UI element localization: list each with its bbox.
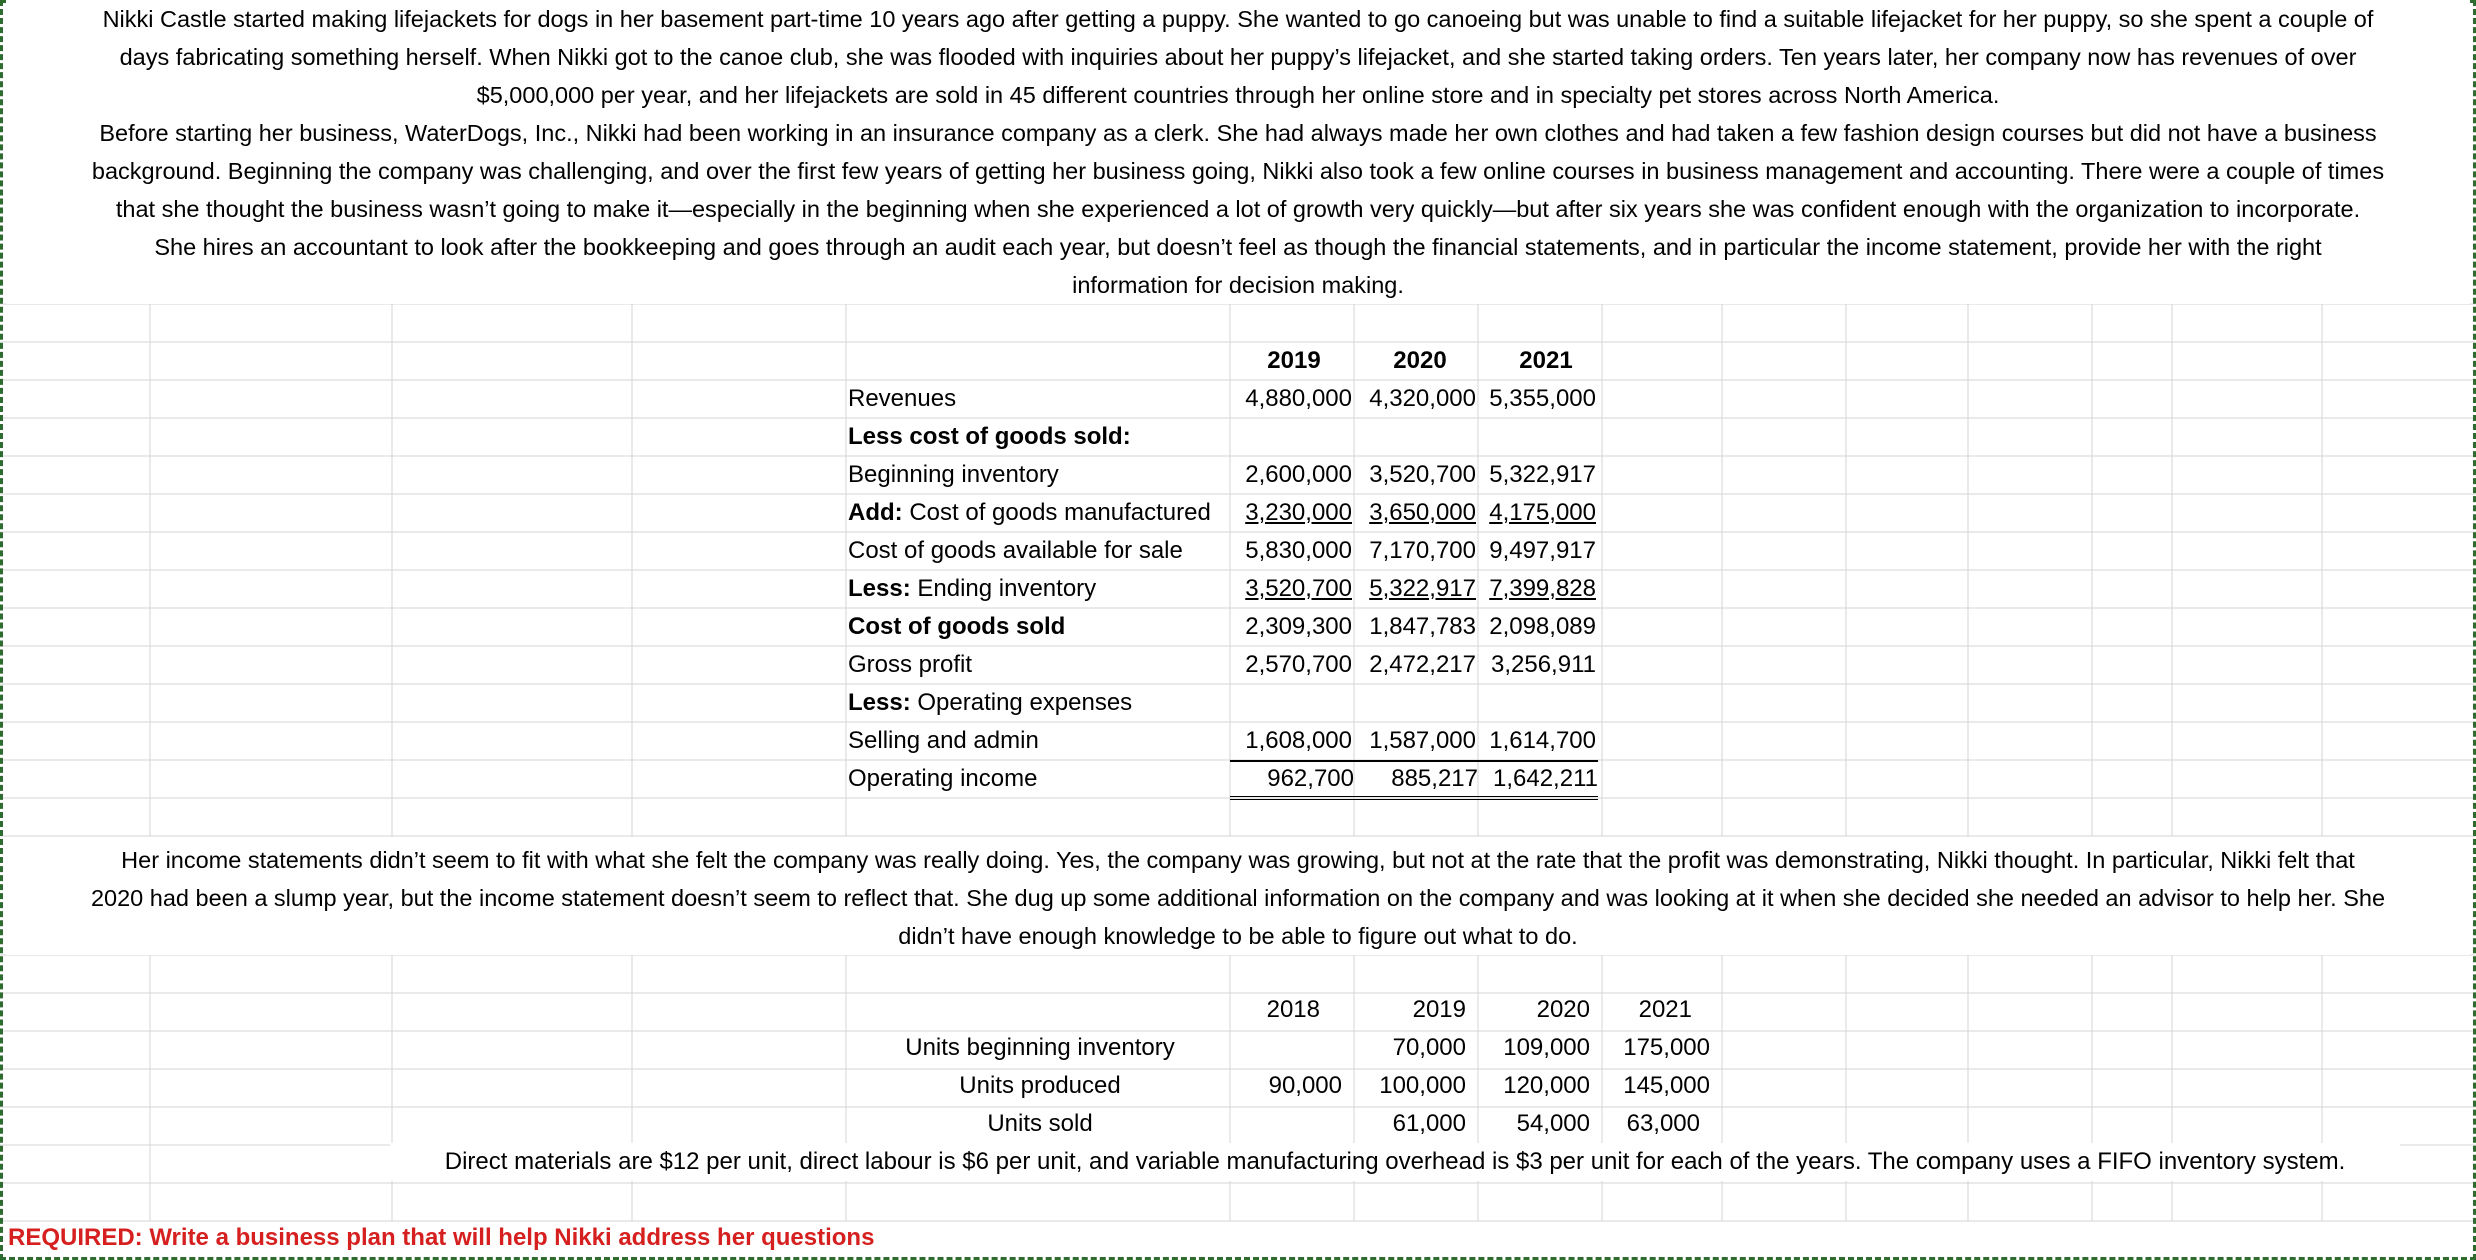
units-value[interactable]: 70,000 [1392, 1034, 1466, 1061]
is-value: 7,399,828 [1489, 575, 1596, 602]
intro-line: $5,000,000 per year, and her lifejackets are sold in 45 different countries through her online store and in specialty pet stores across North America. [6, 76, 2470, 114]
units-value[interactable]: 61,000 [1392, 1110, 1466, 1137]
is-value: 4,175,000 [1489, 499, 1596, 526]
is-row-label[interactable]: Add: Cost of goods manufactured [848, 499, 1211, 526]
is-value[interactable]: 2,098,089 [1489, 613, 1596, 640]
is-row-label[interactable]: Less cost of goods sold: [848, 423, 1131, 450]
intro-line: days fabricating something herself. When Nikki got to the canoe club, she was flooded with inquiries about her puppy’s lifejacket, and she started taking orders. Ten years later, her company now has revenues of over [6, 38, 2470, 76]
units-year-header: 2020 [1536, 996, 1590, 1023]
units-value[interactable]: 63,000 [1626, 1110, 1700, 1137]
units-year-header: 2018 [1266, 996, 1320, 1023]
units-value[interactable]: 120,000 [1503, 1072, 1590, 1099]
units-row-label[interactable]: Units produced [959, 1072, 1121, 1099]
is-row-label[interactable]: Revenues [848, 385, 957, 412]
is-row-label[interactable]: Cost of goods sold [848, 613, 1066, 640]
is-value: 3,650,000 [1369, 499, 1476, 526]
is-value[interactable]: 2,600,000 [1245, 461, 1352, 488]
is-value-cell[interactable] [1480, 570, 1596, 608]
middle-line: 2020 had been a slump year, but the income statement doesn’t seem to reflect that. She dug up some additional information on the company and was looking at it when she decided she needed an advisor to help her. She [6, 879, 2470, 917]
is-row-label[interactable]: Beginning inventory [848, 461, 1059, 488]
is-row-label[interactable]: Cost of goods available for sale [848, 537, 1183, 564]
units-value[interactable]: 109,000 [1503, 1034, 1590, 1061]
is-value[interactable]: 885,217 [1354, 760, 1478, 800]
is-value[interactable]: 1,608,000 [1245, 727, 1352, 754]
is-value[interactable]: 1,587,000 [1369, 727, 1476, 754]
units-row-label[interactable]: Units sold [987, 1110, 1093, 1137]
is-value[interactable]: 962,700 [1230, 760, 1354, 800]
is-value[interactable]: 2,570,700 [1245, 651, 1352, 678]
intro-line: Before starting her business, WaterDogs, Inc., Nikki had been working in an insurance company as a clerk. She had always made her own clothes and had taken a few fashion design courses but did not have a business [6, 114, 2470, 152]
is-value[interactable]: 5,322,917 [1489, 461, 1596, 488]
units-value[interactable]: 54,000 [1516, 1110, 1590, 1137]
is-value[interactable]: 3,256,911 [1491, 651, 1596, 678]
is-value: 3,520,700 [1245, 575, 1352, 602]
is-value[interactable]: 1,847,783 [1369, 613, 1476, 640]
is-value-cell[interactable] [1356, 570, 1476, 608]
is-year-header: 2021 [1519, 347, 1573, 374]
is-year-header: 2019 [1267, 347, 1321, 374]
intro-line: She hires an accountant to look after the bookkeeping and goes through an audit each year, but doesn’t feel as though the financial statements, and in particular the income statement, provide her with the right [6, 228, 2470, 266]
intro-line: background. Beginning the company was challenging, and over the first few years of getting her business going, Nikki also took a few online courses in business management and accounting. There were a couple of times [6, 152, 2470, 190]
is-row-label[interactable]: Gross profit [848, 651, 973, 678]
middle-line: Her income statements didn’t seem to fit with what she felt the company was really doing. Yes, the company was growing, but not at the rate that the profit was demonstrating, Nikki thought. In particular, Nikki felt that [6, 841, 2470, 879]
units-value[interactable]: 100,000 [1379, 1072, 1466, 1099]
is-value[interactable]: 2,309,300 [1245, 613, 1352, 640]
is-value-cell[interactable] [1480, 494, 1596, 532]
units-value[interactable]: 175,000 [1623, 1034, 1710, 1061]
units-value[interactable]: 90,000 [1268, 1072, 1342, 1099]
is-row-label[interactable]: Selling and admin [848, 727, 1039, 754]
is-value-cell[interactable] [1356, 494, 1476, 532]
is-value-cell[interactable] [1232, 494, 1352, 532]
units-year-header: 2021 [1638, 996, 1692, 1023]
units-year-header: 2019 [1412, 996, 1466, 1023]
is-value[interactable]: 5,355,000 [1489, 385, 1596, 412]
middle-line: didn’t have enough knowledge to be able to figure out what to do. [6, 917, 2470, 955]
intro-line: information for decision making. [6, 266, 2470, 304]
intro-line: that she thought the business wasn’t going to make it—especially in the beginning when she experienced a lot of growth very quickly—but after six years she was confident enough with the organization to incorporate. [6, 190, 2470, 228]
is-year-header: 2020 [1393, 347, 1447, 374]
units-row-label[interactable]: Units beginning inventory [905, 1034, 1175, 1061]
units-value[interactable]: 145,000 [1623, 1072, 1710, 1099]
intro-line: Nikki Castle started making lifejackets for dogs in her basement part-time 10 years ago after getting a puppy. She wanted to go canoeing but was unable to find a suitable lifejacket for her puppy, so she spent a couple of [6, 0, 2470, 38]
is-value[interactable]: 2,472,217 [1369, 651, 1476, 678]
is-value[interactable]: 5,830,000 [1245, 537, 1352, 564]
is-row-label[interactable]: Less: Operating expenses [848, 689, 1133, 716]
is-row-label[interactable]: Less: Ending inventory [848, 575, 1097, 602]
is-value[interactable]: 7,170,700 [1369, 537, 1476, 564]
is-value[interactable]: 4,320,000 [1369, 385, 1476, 412]
is-value-cell[interactable] [1232, 570, 1352, 608]
required-instruction: REQUIRED: Write a business plan that will help Nikki address her questions [8, 1224, 875, 1251]
is-value: 3,230,000 [1245, 499, 1352, 526]
is-value[interactable]: 1,614,700 [1489, 727, 1596, 754]
is-value[interactable]: 3,520,700 [1369, 461, 1476, 488]
cost-note: Direct materials are $12 per unit, direct labour is $6 per unit, and variable manufacturing overhead is $3 per unit for each of the years. The company uses a FIFO inventory system. [390, 1143, 2400, 1181]
is-row-label[interactable]: Operating income [848, 765, 1038, 792]
is-value[interactable]: 4,880,000 [1245, 385, 1352, 412]
is-value[interactable]: 9,497,917 [1489, 537, 1596, 564]
is-value[interactable]: 1,642,211 [1478, 760, 1598, 800]
is-value: 5,322,917 [1369, 575, 1476, 602]
